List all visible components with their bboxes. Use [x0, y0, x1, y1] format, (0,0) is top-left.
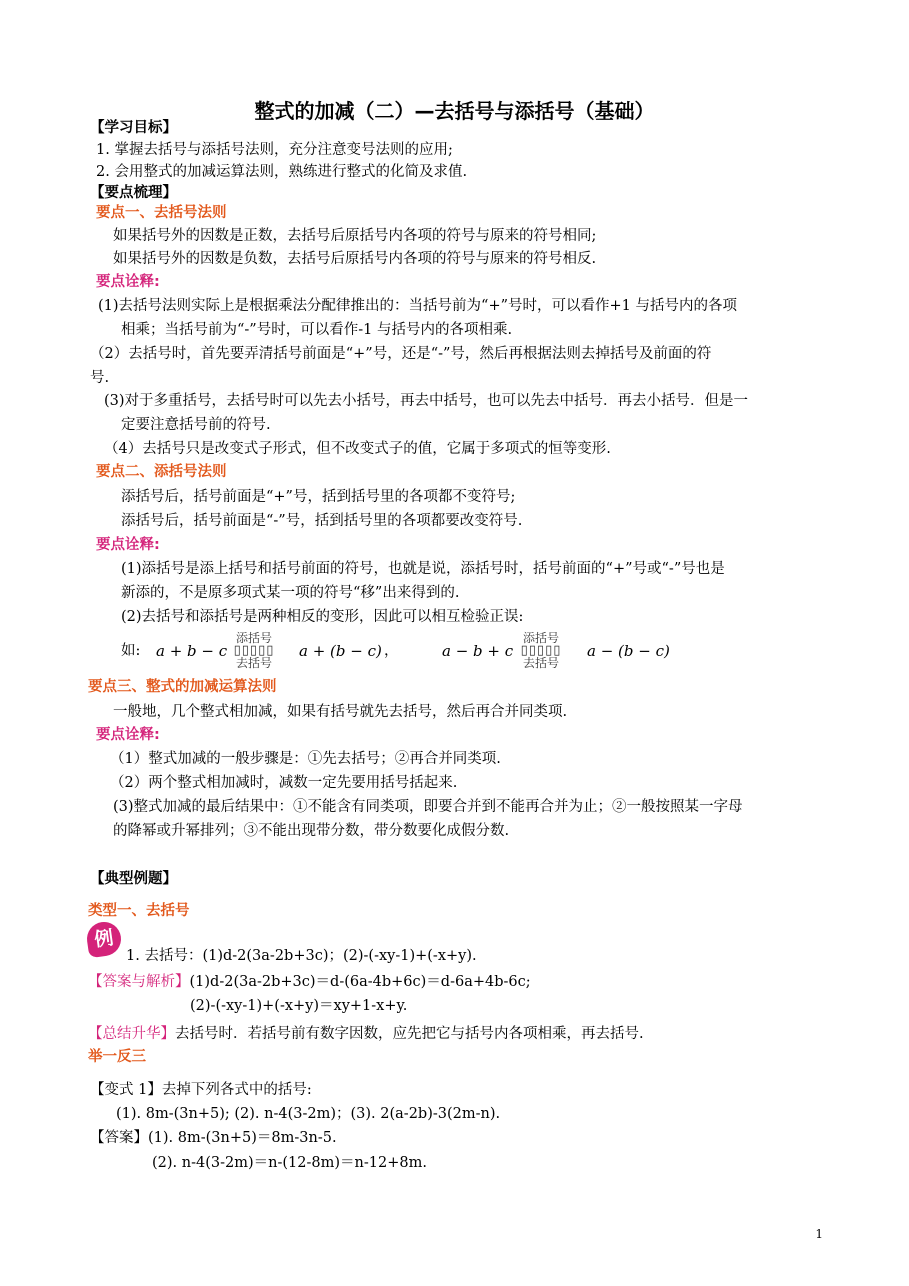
answer-tag: 【答案与解析】: [88, 974, 190, 990]
answer-1: (1)d-2(3a-2b+3c)＝d-(6a-4b+6c)＝d-6a+4b-6c;: [189, 974, 531, 990]
goals-heading: 【学习目标】: [90, 120, 177, 136]
variant-answer-2: (2). n-4(3-2m)＝n-(12-8m)＝n-12+8m.: [152, 1155, 427, 1171]
summary-text: 去括号时．若括号前有数字因数，应先把它与括号内各项相乘，再去括号.: [175, 1026, 644, 1042]
points-heading: 【要点梳理】: [90, 185, 177, 201]
arrow-1-glyphs: ▯▯▯▯▯: [233, 643, 275, 658]
answer-line-1: [88, 972, 531, 992]
point2-note-1: (1)添括号是添上括号和括号前面的符号，也就是说，添括号时，括号前面的“+”号或“-”号也是: [121, 561, 725, 577]
formula-separator: ，: [384, 643, 399, 659]
variant-heading: 【变式 1】去掉下列各式中的括号:: [90, 1082, 312, 1098]
point3-heading: 要点三、整式的加减运算法则: [88, 679, 277, 695]
arrow-1-bottom-label: 去括号: [235, 656, 272, 670]
point3-note-heading: 要点诠释:: [96, 727, 160, 743]
point2-note-2: 新添的，不是原多项式某一项的符号“移”出来得到的.: [121, 585, 460, 601]
variant-items: (1). 8m-(3n+5); (2). n-4(3-2m)；(3). 2(a-2b)-3(2m-n).: [116, 1106, 501, 1122]
examples-heading: 【典型例题】: [90, 871, 177, 887]
point1-line-1: 如果括号外的因数是正数，去括号后原括号内各项的符号与原来的符号相同;: [113, 228, 597, 244]
formula-2-left: a − b + c: [442, 642, 514, 660]
point1-note-5: (3)对于多重括号，去括号时可以先去小括号，再去中括号，也可以先去中括号．再去小括号．但是一: [104, 393, 749, 409]
formula-1-left: a + b − c: [156, 642, 228, 660]
summary-line: [88, 1024, 644, 1044]
point2-line-2: 添括号后，括号前面是“-”号，括到括号里的各项都要改变符号.: [121, 513, 523, 529]
jyfs-heading: 举一反三: [88, 1049, 146, 1065]
goal-item-1: 1. 掌握去括号与添括号法则，充分注意变号法则的应用;: [96, 142, 453, 158]
point1-note-4: 号.: [90, 370, 110, 386]
point1-note-2: 相乘；当括号前为“-”号时，可以看作-1 与括号内的各项相乘.: [121, 322, 513, 338]
point3-note-1: （1）整式加减的一般步骤是：①先去括号；②再合并同类项.: [110, 751, 501, 767]
point3-note-3: (3)整式加减的最后结果中：①不能含有同类项，即要合并到不能再合并为止；②一般按照某一字母: [113, 799, 743, 815]
point3-note-2: （2）两个整式相加减时，减数一定先要用括号括起来.: [110, 775, 458, 791]
point3-line: 一般地，几个整式相加减，如果有括号就先去括号，然后再合并同类项.: [113, 704, 568, 720]
point1-note-1: (1)去括号法则实际上是根据乘法分配律推出的：当括号前为“+”号时，可以看作+1 与括号内的各项: [98, 298, 737, 314]
arrow-2-glyphs: ▯▯▯▯▯: [520, 643, 562, 658]
point1-heading: 要点一、去括号法则: [96, 205, 227, 221]
point2-line-1: 添括号后，括号前面是“+”号，括到括号里的各项都不变符号;: [121, 489, 516, 505]
point1-note-7: （4）去括号只是改变式子形式，但不改变式子的值，它属于多项式的恒等变形.: [104, 441, 611, 457]
point1-note-heading: 要点诠释:: [96, 274, 160, 290]
answer-2: (2)-(-xy-1)+(-x+y)＝xy+1-x+y.: [190, 998, 408, 1014]
point1-line-2: 如果括号外的因数是负数，去括号后原括号内各项的符号与原来的符号相反.: [113, 251, 597, 267]
point3-note-4: 的降幂或升幂排列；③不能出现带分数，带分数要化成假分数.: [113, 823, 510, 839]
arrow-1-top-label: 添括号: [235, 631, 272, 645]
summary-tag: 【总结升华】: [88, 1026, 175, 1042]
arrow-2-top-label: 添括号: [522, 631, 559, 645]
arrow-2-bottom-label: 去括号: [522, 656, 559, 670]
formula-2-arrow: [501, 632, 581, 670]
point2-note-3: (2)去括号和添括号是两种相反的变形，因此可以相互检验正误:: [121, 609, 524, 625]
formula-1-right: a + (b − c): [299, 642, 382, 660]
example-badge: 例: [85, 920, 123, 958]
type1-heading: 类型一、去括号: [88, 903, 190, 919]
variant-answer-line-1: [90, 1128, 337, 1148]
variant-answer-1: (1). 8m-(3n+5)＝8m-3n-5.: [148, 1130, 337, 1146]
goal-item-2: 2. 会用整式的加减运算法则，熟练进行整式的化简及求值.: [96, 164, 468, 180]
point1-note-6: 定要注意括号前的符号.: [121, 417, 271, 433]
variant-answer-tag: 【答案】: [90, 1130, 148, 1146]
page-title: 整式的加减（二）—去括号与添括号（基础）: [254, 99, 655, 123]
point2-note-heading: 要点诠释:: [96, 537, 160, 553]
formula-1-arrow: [214, 632, 294, 670]
example-question-1: 1. 去括号：(1)d-2(3a-2b+3c)；(2)-(-xy-1)+(-x+y).: [126, 948, 477, 964]
point1-note-3: （2）去括号时，首先要弄清括号前面是“+”号，还是“-”号，然后再根据法则去掉括号及前面的符: [90, 346, 712, 362]
page-number: 1: [815, 1227, 823, 1241]
formula-2-right: a − (b − c): [587, 642, 670, 660]
example-prefix: 如:: [121, 643, 141, 659]
point2-heading: 要点二、添括号法则: [96, 464, 227, 480]
